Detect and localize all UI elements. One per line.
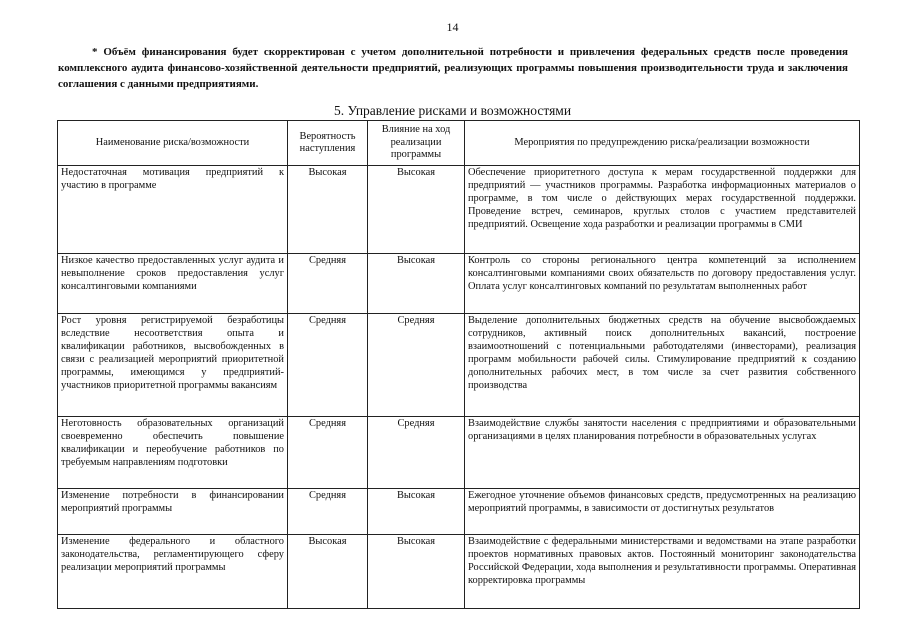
- risk-name-cell: Изменение потребности в финансировании мероприятий программы: [58, 489, 288, 535]
- header-impact: Влияние на ход реализации программы: [368, 121, 465, 166]
- header-measures: Мероприятия по предупреждению риска/реализации возможности: [465, 121, 860, 166]
- table-row: [58, 535, 860, 609]
- table-header-row: [58, 121, 860, 166]
- risk-name-cell: Изменение федерального и областного законодательства, регламентирующего сферу реализации мероприятий программы: [58, 535, 288, 609]
- impact-cell: Средняя: [368, 417, 465, 489]
- risk-table: [57, 120, 860, 609]
- measures-cell: Ежегодное уточнение объемов финансовых средств, предусмотренных на реализацию мероприятий программы, в зависимости от достигнутых результатов: [465, 489, 860, 535]
- probability-cell: Средняя: [288, 417, 368, 489]
- table-row: [58, 314, 860, 417]
- header-risk-name: Наименование риска/возможности: [58, 121, 288, 166]
- measures-cell: Взаимодействие службы занятости населения с предприятиями и образовательными организациями в целях планирования потребности в образовательных услугах: [465, 417, 860, 489]
- impact-cell: Высокая: [368, 489, 465, 535]
- measures-cell: Обеспечение приоритетного доступа к мерам государственной поддержки для предприятий — участников программы. Разработка информационных материалов о программе, в том числе о действующих мерах государственной поддержки. Проведение встреч, семинаров, круглых столов с участием представителей предприятий. Освещение хода разработки и реализации программы в СМИ: [465, 166, 860, 254]
- impact-cell: Средняя: [368, 314, 465, 417]
- table-row: [58, 166, 860, 254]
- impact-cell: Высокая: [368, 254, 465, 314]
- probability-cell: Средняя: [288, 314, 368, 417]
- risk-name-cell: Неготовность образовательных организаций своевременно обеспечить повышение квалификации и переобучение работников по требуемым направлениям подготовки: [58, 417, 288, 489]
- risk-name-cell: Низкое качество предоставленных услуг аудита и невыполнение сроков предоставления услуг консалтинговыми компаниями: [58, 254, 288, 314]
- measures-cell: Контроль со стороны регионального центра компетенций за исполнением консалтинговыми компаниями своих обязательств по договору предоставления услуг. Оплата услуг консалтинговых компаний по результатам выполненных работ: [465, 254, 860, 314]
- impact-cell: Высокая: [368, 535, 465, 609]
- probability-cell: Высокая: [288, 166, 368, 254]
- table-row: [58, 489, 860, 535]
- header-probability: Вероятность наступления: [288, 121, 368, 166]
- table-row: [58, 417, 860, 489]
- footnote: * Объём финансирования будет скорректирован с учетом дополнительной потребности и привлечения федеральных средств после проведения комплексного аудита финансово-хозяйственной деятельности предприятий, реализующих программы повышения производительности труда и заключения соглашения с данными предприятиями.: [58, 46, 848, 90]
- section-title: 5. Управление рисками и возможностями: [333, 103, 572, 118]
- probability-cell: Средняя: [288, 489, 368, 535]
- measures-cell: Выделение дополнительных бюджетных средств на обучение высвобождаемых сотрудников, активный поиск дополнительных вакансий, построение взаимоотношений с потенциальными работодателями (инвесторами), реализация программ мобильности рабочей силы. Стимулирование предприятий к созданию дополнительных рабочих мест, в том числе за счет развития собственного производства: [465, 314, 860, 417]
- probability-cell: Высокая: [288, 535, 368, 609]
- table-row: [58, 254, 860, 314]
- page-number: 14: [446, 20, 459, 34]
- measures-cell: Взаимодействие с федеральными министерствами и ведомствами на этапе разработки проектов нормативных правовых актов. Постоянный мониторинг законодательства Российской Федерации, хода выполнения и результативности программы. Оперативная корректировка программы: [465, 535, 860, 609]
- probability-cell: Средняя: [288, 254, 368, 314]
- risk-name-cell: Рост уровня регистрируемой безработицы вследствие несоответствия опыта и квалификации работников, высвобожденных в связи с реализацией мероприятий приоритетной программы, имеющимся у предприятий-участников приоритетной программы вакансиям: [58, 314, 288, 417]
- impact-cell: Высокая: [368, 166, 465, 254]
- risk-name-cell: Недостаточная мотивация предприятий к участию в программе: [58, 166, 288, 254]
